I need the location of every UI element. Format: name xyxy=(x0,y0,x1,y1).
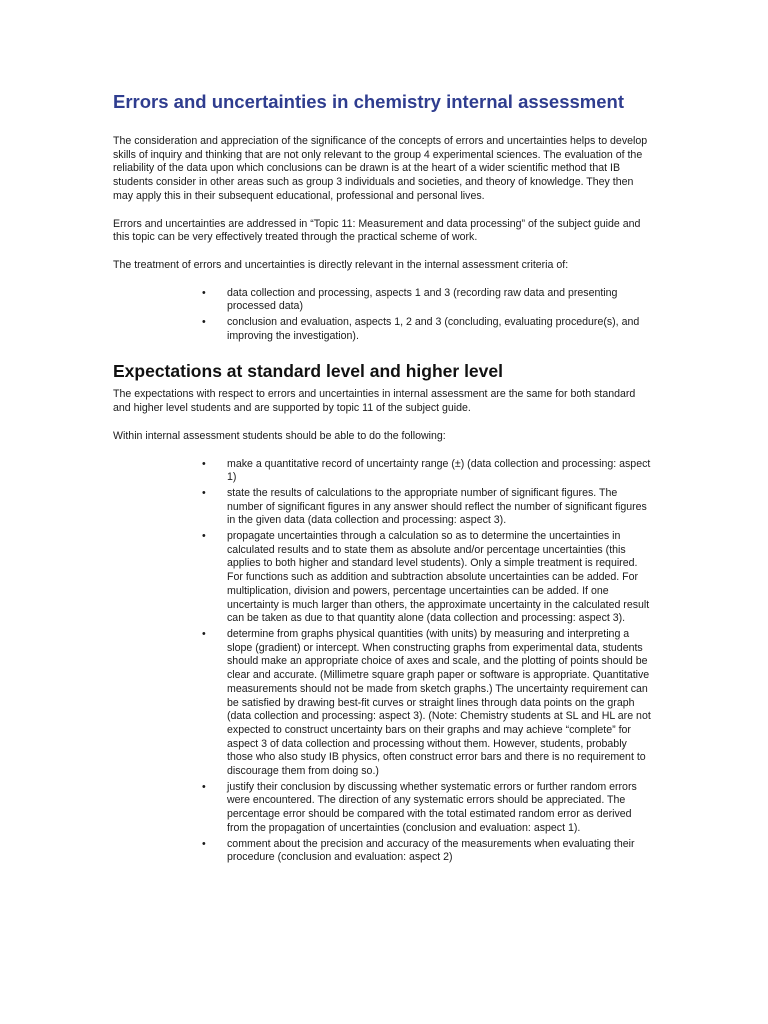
bullet-icon: • xyxy=(202,286,206,299)
list-item-text: comment about the precision and accuracy of the measurements when evaluating their procedure (conclusion and evaluation: aspect 2) xyxy=(227,837,635,864)
list-item-text: determine from graphs physical quantities (with units) by measuring and interpreting a slope (gradient) or intercept. When constructing graphs from experimental data, students should make an appropriate choice of axes and scale, and the plotting of points should be clear and accurate. (Millimetre square graph paper or software is appropriate. Quantitative measurements should not be made from sketch graphs.) The uncertainty requirement can be satisfied by drawing best-fit curves or straight lines through data points on the graph (data collection and processing: aspect 3). (Note: Chemistry students at SL and HL are not expected to construct uncertainty bars on their graphs and may achieve “complete” for aspect 3 of data collection and processing without them. However, students, probably those who also study IB physics, often construct error bars and there is no requirement to discourage them from doing so.) xyxy=(227,627,651,778)
list-item-text: justify their conclusion by discussing whether systematic errors or further random errors were encountered. The direction of any systematic errors should be appreciated. The percentage error should be compared with the total estimated random error as derived from the propagation of uncertainties (conclusion and evaluation: aspect 1). xyxy=(227,780,637,834)
list-item-text: state the results of calculations to the appropriate number of significant figures. The number of significant figures in any answer should reflect the number of significant figures in the given data (data collection and processing: aspect 3). xyxy=(227,486,647,527)
document-page xyxy=(113,88,651,873)
intro-paragraph: The consideration and appreciation of the significance of the concepts of errors and uncertainties helps to develop skills of inquiry and thinking that are not only relevant to the group 4 experimental sciences. The evaluation of the reliability of the data upon which conclusions can be drawn is at the heart of a wider scientific method that IB students consider in other areas such as group 3 individuals and societies, and theory of knowledge. They then may apply this in their subsequent educational, professional and personal lives. xyxy=(113,135,648,202)
bullet-icon: • xyxy=(202,837,206,850)
list-item xyxy=(113,287,651,314)
expectations-paragraph: The expectations with respect to errors and uncertainties in internal assessment are the same for both standard and higher level students and are supported by topic 11 of the subject guide. xyxy=(113,388,636,415)
section-heading: Expectations at standard level and higher level xyxy=(113,361,503,382)
list-item-text: propagate uncertainties through a calculation so as to determine the uncertainties in calculated results and to state them as absolute and/or percentage uncertainties (this applies to both higher and standard level students). Only a simple treatment is required. For functions such as addition and subtraction absolute uncertainties can be added. For multiplication, division and powers, percentage uncertainties can be added. If one uncertainty is much larger than others, the approximate uncertainty in the calculated result can be taken as due to that quantity alone (data collection and processing: aspect 3). xyxy=(227,530,650,625)
list-item xyxy=(113,628,651,779)
bullet-icon: • xyxy=(202,457,206,470)
criteria-list xyxy=(113,287,651,344)
bullet-icon: • xyxy=(202,627,206,640)
list-item xyxy=(113,838,651,865)
bullet-icon: • xyxy=(202,780,206,793)
topic-paragraph: Errors and uncertainties are addressed in “Topic 11: Measurement and data processing” of the subject guide and this topic can be very effectively treated through the practical scheme of work. xyxy=(113,217,641,244)
criteria-intro-paragraph: The treatment of errors and uncertainties is directly relevant in the internal assessment criteria of: xyxy=(113,258,569,271)
abilities-intro-paragraph: Within internal assessment students should be able to do the following: xyxy=(113,429,446,442)
list-item-text: conclusion and evaluation, aspects 1, 2 and 3 (concluding, evaluating procedure(s), and improving the investigation). xyxy=(227,316,640,342)
abilities-list xyxy=(113,458,651,865)
list-item xyxy=(113,781,651,836)
bullet-icon: • xyxy=(202,316,206,329)
bullet-icon: • xyxy=(202,530,206,543)
list-item xyxy=(113,487,651,528)
list-item-text: data collection and processing, aspects 1 and 3 (recording raw data and presenting processed data) xyxy=(227,286,618,313)
list-item xyxy=(113,458,651,485)
bullet-icon: • xyxy=(202,486,206,499)
list-item xyxy=(113,316,651,343)
list-item xyxy=(113,530,651,626)
page-title: Errors and uncertainties in chemistry internal assessment xyxy=(113,91,624,112)
spacer xyxy=(113,351,651,359)
list-item-text: make a quantitative record of uncertainty range (±) (data collection and processing: aspect 1) xyxy=(227,457,651,484)
